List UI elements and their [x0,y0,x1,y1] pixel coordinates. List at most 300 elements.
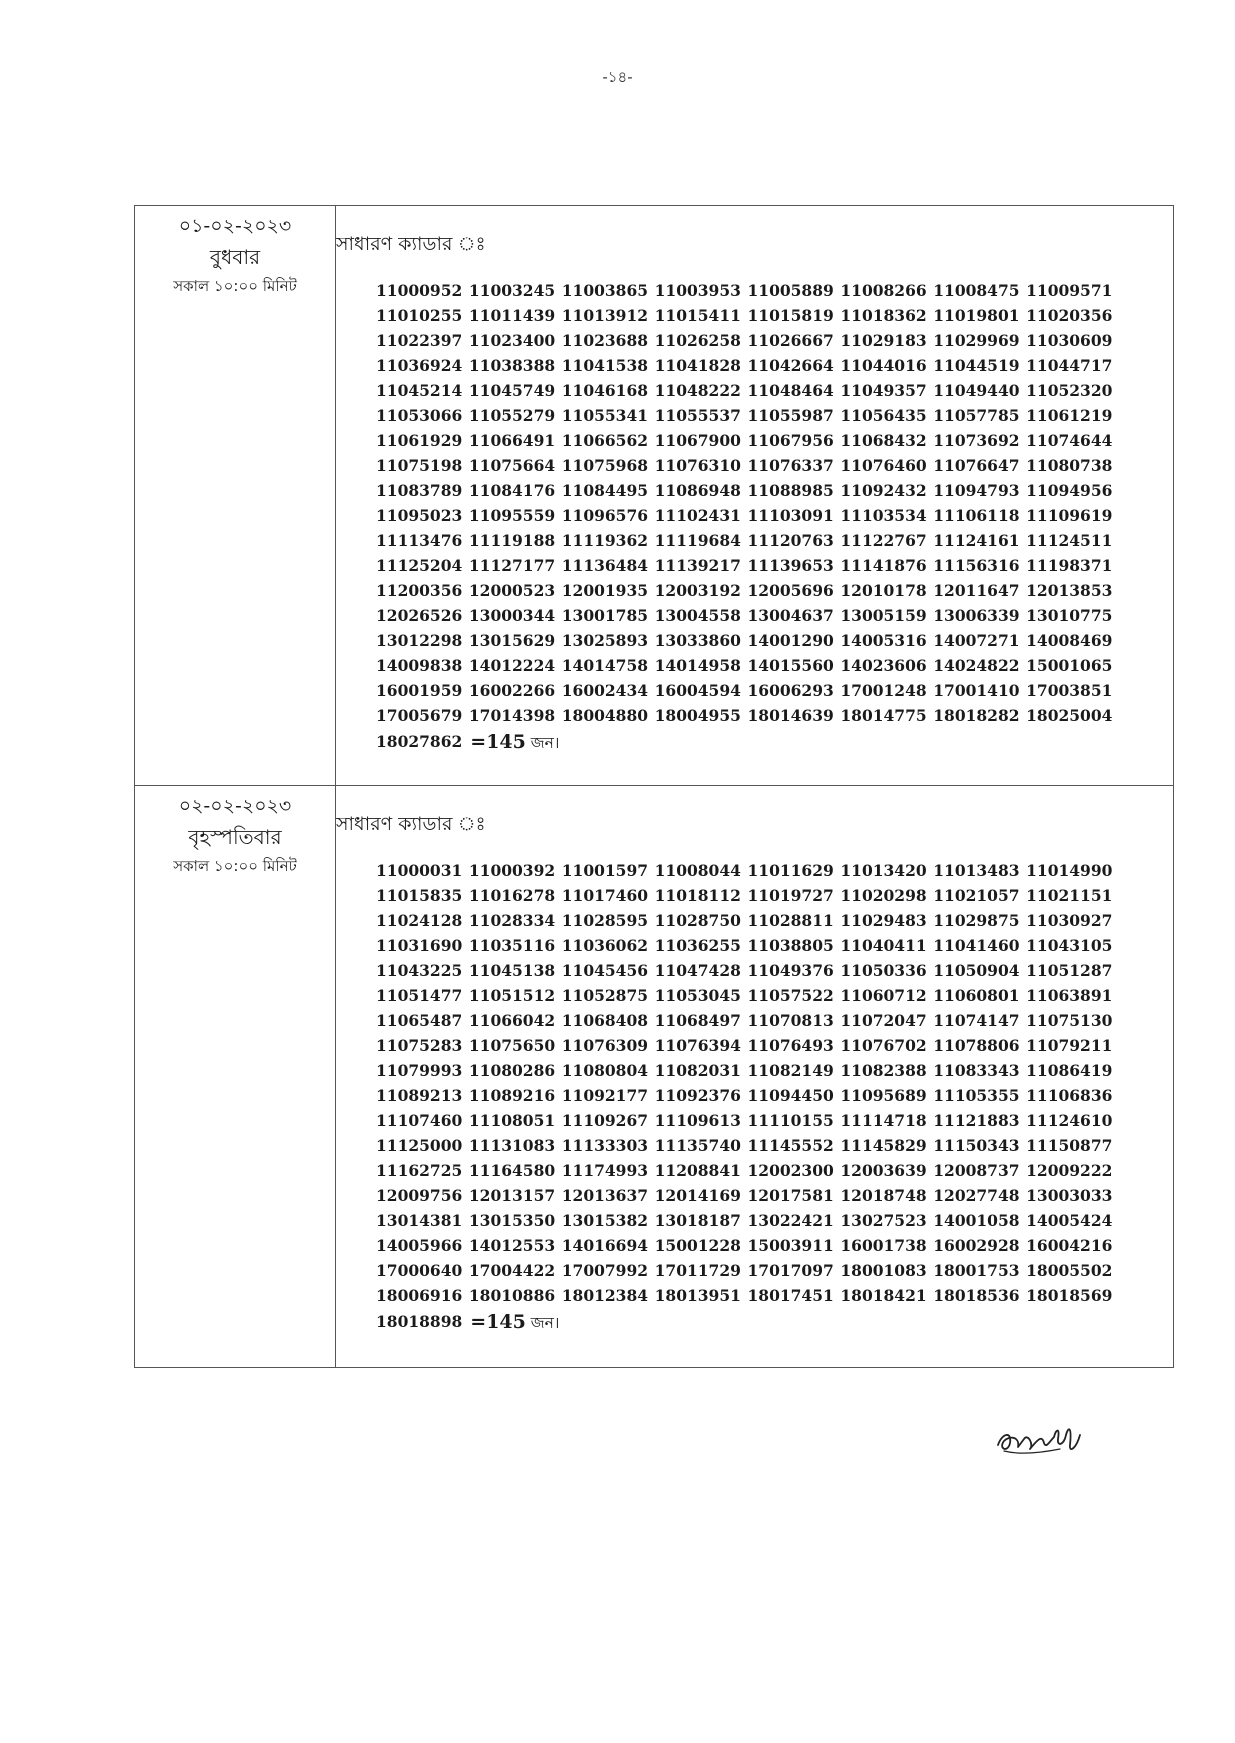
roll-number: 11080286 [468,1061,556,1080]
roll-number: 11049376 [747,961,834,980]
roll-number: 13006339 [933,606,1020,625]
roll-number: 11018112 [654,886,741,905]
roll-number: 11035116 [468,936,556,955]
roll-number: 11046168 [561,381,649,400]
roll-number: 18001753 [933,1261,1020,1280]
roll-number: 13018187 [654,1211,741,1230]
roll-number: 17001410 [933,681,1020,700]
roll-number: 12018748 [840,1186,927,1205]
roll-number: 11055987 [747,406,834,425]
roll-number: 14007271 [933,631,1020,650]
roll-number: 11079211 [1026,1036,1113,1055]
roll-number: 11075968 [561,456,649,475]
roll-number: 11106836 [1026,1086,1113,1105]
roll-number: 11103091 [747,506,834,525]
roll-number: 11074644 [1026,431,1113,450]
roll-number: 11139653 [747,556,834,575]
roll-number: 11174993 [561,1161,649,1180]
roll-number: 11076394 [654,1036,741,1055]
roll-number: 11092177 [561,1086,649,1105]
date-cell [135,206,336,786]
roll-number: 11125204 [376,556,463,575]
roll-number: 11022397 [376,331,463,350]
roll-number: 11013420 [840,861,927,880]
roll-number: 11089216 [468,1086,556,1105]
roll-number: 11094956 [1026,481,1113,500]
roll-number: 13015629 [468,631,556,650]
roll-number: 11127177 [468,556,556,575]
roll-number: 11125000 [376,1136,463,1155]
roll-number: 11072047 [840,1011,927,1030]
roll-number: 11082388 [840,1061,927,1080]
roll-number: 14005966 [376,1236,463,1255]
roll-number: 11086948 [654,481,741,500]
roll-number: 11009571 [1026,281,1113,300]
roll-number: 17005679 [376,706,463,725]
roll-number: 17004422 [468,1261,556,1280]
roll-number: 11095689 [840,1086,927,1105]
roll-number: 12017581 [747,1186,834,1205]
roll-number: 11110155 [747,1111,834,1130]
roll-number: 11041460 [933,936,1020,955]
roll-number: 12013637 [561,1186,649,1205]
roll-number: 18025004 [1026,706,1113,725]
roll-number: 16004216 [1026,1236,1113,1255]
roll-number: 11119188 [468,531,556,550]
roll-number: 11078806 [933,1036,1020,1055]
roll-number: 11015819 [747,306,834,325]
roll-number: 11044016 [840,356,927,375]
roll-number: 11133303 [561,1136,649,1155]
roll-number: 16006293 [747,681,834,700]
roll-number: 11067900 [654,431,741,450]
roll-number: 18005502 [1026,1261,1113,1280]
roll-number: 15001065 [1026,656,1113,675]
roll-number: 11080804 [561,1061,649,1080]
roll-number: 11023400 [468,331,556,350]
roll-number: 11029483 [840,911,927,930]
roll-number: 11052875 [561,986,649,1005]
roll-number: 15001228 [654,1236,741,1255]
roll-number: 11061929 [376,431,463,450]
roll-grid [376,858,1119,1308]
roll-number: 11055279 [468,406,556,425]
date-cell [135,786,336,1368]
roll-number: 18014639 [747,706,834,725]
exam-time: সকাল ১০:০০ মিনিট [173,857,297,875]
roll-number: 13027523 [840,1211,927,1230]
roll-number: 16001738 [840,1236,927,1255]
roll-number: 11015835 [376,886,463,905]
roll-number: 11082031 [654,1061,741,1080]
roll-number: 13004637 [747,606,834,625]
roll-list [376,858,1119,1337]
roll-number: 11029183 [840,331,927,350]
roll-number: 13033860 [654,631,741,650]
roll-number: 11021057 [933,886,1020,905]
roll-number: 12008737 [933,1161,1020,1180]
roll-number: 11094450 [747,1086,834,1105]
roll-number: 11053045 [654,986,741,1005]
roll-list [376,278,1119,757]
content-cell [336,206,1174,786]
total-prefix: = [470,1311,487,1333]
roll-number: 11141876 [840,556,927,575]
roll-number: 11005889 [747,281,834,300]
cadre-label: সাধারণ ক্যাডার ঃ [336,813,486,835]
exam-day: বৃহস্পতিবার [188,825,282,849]
roll-number: 11021151 [1026,886,1113,905]
roll-number: 11086419 [1026,1061,1113,1080]
roll-number: 11122767 [840,531,927,550]
roll-number: 11003245 [468,281,556,300]
roll-number: 11047428 [654,961,741,980]
roll-number: 11029875 [933,911,1020,930]
roll-number: 11068408 [561,1011,649,1030]
roll-number: 11008044 [654,861,741,880]
roll-number: 11075130 [1026,1011,1113,1030]
roll-number: 11107460 [376,1111,463,1130]
roll-number: 11036924 [376,356,463,375]
roll-number: 16002928 [933,1236,1020,1255]
roll-number: 11020298 [840,886,927,905]
roll-number: 18018421 [840,1286,927,1305]
roll-number: 11042664 [747,356,834,375]
total-count: 145 [486,1311,526,1333]
schedule-row [135,786,1174,1368]
roll-number: 12009222 [1026,1161,1113,1180]
roll-number: 11109613 [654,1111,741,1130]
roll-number: 18014775 [840,706,927,725]
roll-number: 11076337 [747,456,834,475]
roll-number: 11018362 [840,306,927,325]
roll-number: 14015560 [747,656,834,675]
roll-number: 11038388 [468,356,556,375]
roll-number: 11045214 [376,381,463,400]
roll-number: 11124610 [1026,1111,1113,1130]
roll-number: 13015382 [561,1211,649,1230]
exam-time: সকাল ১০:০০ মিনিট [173,277,297,295]
roll-number: 11121883 [933,1111,1020,1130]
roll-number: 12005696 [747,581,834,600]
roll-number: 11016278 [468,886,556,905]
roll-number: 11068432 [840,431,927,450]
roll-number: 18017451 [747,1286,834,1305]
roll-number: 11051512 [468,986,556,1005]
roll-number: 11150877 [1026,1136,1113,1155]
roll-number: 11044519 [933,356,1020,375]
roll-number: 14023606 [840,656,927,675]
total-count: 145 [486,731,526,753]
roll-number: 11000952 [376,281,463,300]
roll-number: 11075650 [468,1036,556,1055]
roll-number: 18018569 [1026,1286,1113,1305]
roll-number: 11135740 [654,1136,741,1155]
roll-number: 11011439 [468,306,556,325]
roll-number: 11028750 [654,911,741,930]
roll-grid [376,278,1119,728]
total-line [376,1308,1119,1337]
roll-number: 11103534 [840,506,927,525]
roll-number: 11068497 [654,1011,741,1030]
roll-number: 11051287 [1026,961,1113,980]
roll-number: 11156316 [933,556,1020,575]
roll-number: 11076647 [933,456,1020,475]
roll-number: 11028595 [561,911,649,930]
roll-number: 11024128 [376,911,463,930]
roll-number: 18001083 [840,1261,927,1280]
roll-number: 11136484 [561,556,649,575]
roll-number: 12002300 [747,1161,834,1180]
roll-number: 17007992 [561,1261,649,1280]
roll-number: 11084176 [468,481,556,500]
roll-number: 11120763 [747,531,834,550]
roll-number: 11015411 [654,306,741,325]
roll-number: 11076460 [840,456,927,475]
roll-number: 11040411 [840,936,927,955]
roll-number: 11049357 [840,381,927,400]
roll-number: 11038805 [747,936,834,955]
schedule-row [135,206,1174,786]
roll-number: 11066042 [468,1011,556,1030]
roll-number: 17003851 [1026,681,1113,700]
roll-number: 12027748 [933,1186,1020,1205]
roll-number: 16004594 [654,681,741,700]
roll-number: 11074147 [933,1011,1020,1030]
roll-number: 11029969 [933,331,1020,350]
roll-number: 12000523 [468,581,556,600]
roll-number: 11050336 [840,961,927,980]
roll-number: 11076310 [654,456,741,475]
roll-number: 13025893 [561,631,649,650]
roll-number: 12010178 [840,581,927,600]
roll-number: 18012384 [561,1286,649,1305]
roll-number: 11102431 [654,506,741,525]
roll-number: 11109619 [1026,506,1113,525]
roll-number: 13014381 [376,1211,463,1230]
roll-number: 11200356 [376,581,463,600]
roll-number: 11164580 [468,1161,556,1180]
roll-number: 18018898 [376,1312,463,1331]
roll-number: 11092432 [840,481,927,500]
roll-number: 11073692 [933,431,1020,450]
roll-number: 11041828 [654,356,741,375]
roll-number: 11001597 [561,861,649,880]
roll-number: 15003911 [747,1236,834,1255]
page-number: -১৪- [602,68,633,86]
roll-number: 11119362 [561,531,649,550]
roll-number: 11036255 [654,936,741,955]
roll-number: 11145829 [840,1136,927,1155]
roll-number: 11076702 [840,1036,927,1055]
roll-number: 11084495 [561,481,649,500]
roll-number: 16002434 [561,681,649,700]
roll-number: 11017460 [561,886,649,905]
roll-number: 11082149 [747,1061,834,1080]
roll-number: 11079993 [376,1061,463,1080]
roll-number: 11003953 [654,281,741,300]
roll-number: 11109267 [561,1111,649,1130]
roll-number: 11026258 [654,331,741,350]
roll-number: 11051477 [376,986,463,1005]
roll-number: 14001290 [747,631,834,650]
roll-number: 13012298 [376,631,463,650]
roll-number: 14009838 [376,656,463,675]
roll-number: 11020356 [1026,306,1113,325]
roll-number: 11145552 [747,1136,834,1155]
exam-schedule-table [134,205,1174,1368]
roll-number: 11119684 [654,531,741,550]
roll-number: 11011629 [747,861,834,880]
roll-number: 14008469 [1026,631,1113,650]
roll-number: 11053066 [376,406,463,425]
roll-number: 18004880 [561,706,649,725]
total-suffix: জন। [525,734,560,752]
roll-number: 11045456 [561,961,649,980]
total-count-text [470,728,559,757]
roll-number: 18027862 [376,732,463,751]
roll-number: 11066562 [561,431,649,450]
roll-number: 14001058 [933,1211,1020,1230]
roll-number: 11075283 [376,1036,463,1055]
roll-number: 11060712 [840,986,927,1005]
roll-number: 11083789 [376,481,463,500]
exam-date: ০২-০২-২০২৩ [178,795,292,817]
roll-number: 11108051 [468,1111,556,1130]
roll-number: 18010886 [468,1286,556,1305]
roll-number: 13005159 [840,606,927,625]
roll-number: 11019727 [747,886,834,905]
roll-number: 11030609 [1026,331,1113,350]
roll-number: 11013483 [933,861,1020,880]
roll-number: 11000031 [376,861,463,880]
roll-number: 13001785 [561,606,649,625]
roll-number: 11045749 [468,381,556,400]
roll-number: 11095559 [468,506,556,525]
roll-number: 18006916 [376,1286,463,1305]
roll-number: 11067956 [747,431,834,450]
signature-image [990,1415,1090,1465]
total-line [376,728,1119,757]
roll-number: 11003865 [561,281,649,300]
roll-number: 11014990 [1026,861,1113,880]
roll-number: 12003639 [840,1161,927,1180]
roll-number: 11106118 [933,506,1020,525]
roll-number: 11055537 [654,406,741,425]
roll-number: 17011729 [654,1261,741,1280]
roll-number: 11044717 [1026,356,1113,375]
roll-number: 11043105 [1026,936,1113,955]
roll-number: 11124161 [933,531,1020,550]
roll-number: 14012553 [468,1236,556,1255]
roll-number: 16002266 [468,681,556,700]
roll-number: 11056435 [840,406,927,425]
roll-number: 13015350 [468,1211,556,1230]
roll-number: 11066491 [468,431,556,450]
roll-number: 18018282 [933,706,1020,725]
roll-number: 11088985 [747,481,834,500]
roll-number: 11096576 [561,506,649,525]
roll-number: 11057522 [747,986,834,1005]
roll-number: 14016694 [561,1236,649,1255]
roll-number: 11080738 [1026,456,1113,475]
total-prefix: = [470,731,487,753]
roll-number: 11208841 [654,1161,741,1180]
roll-number: 14005424 [1026,1211,1113,1230]
roll-number: 17000640 [376,1261,463,1280]
roll-number: 11061219 [1026,406,1113,425]
roll-number: 18004955 [654,706,741,725]
roll-number: 11150343 [933,1136,1020,1155]
roll-number: 11048464 [747,381,834,400]
roll-number: 11094793 [933,481,1020,500]
roll-number: 11114718 [840,1111,927,1130]
roll-number: 11010255 [376,306,463,325]
roll-number: 11030927 [1026,911,1113,930]
roll-number: 14005316 [840,631,927,650]
roll-number: 14012224 [468,656,556,675]
roll-number: 12026526 [376,606,463,625]
roll-number: 14024822 [933,656,1020,675]
roll-number: 11092376 [654,1086,741,1105]
total-count-text [470,1308,559,1337]
roll-number: 17017097 [747,1261,834,1280]
roll-number: 13022421 [747,1211,834,1230]
exam-date: ০১-০২-২০২৩ [178,215,292,237]
roll-number: 16001959 [376,681,463,700]
roll-number: 12003192 [654,581,741,600]
roll-number: 12011647 [933,581,1020,600]
roll-number: 11131083 [468,1136,556,1155]
roll-number: 11023688 [561,331,649,350]
roll-number: 13000344 [468,606,556,625]
roll-number: 13010775 [1026,606,1113,625]
roll-number: 11162725 [376,1161,463,1180]
roll-number: 11028334 [468,911,556,930]
roll-number: 11048222 [654,381,741,400]
roll-number: 11124511 [1026,531,1113,550]
roll-number: 11045138 [468,961,556,980]
roll-number: 11139217 [654,556,741,575]
roll-number: 11076309 [561,1036,649,1055]
roll-number: 14014758 [561,656,649,675]
roll-number: 18013951 [654,1286,741,1305]
roll-number: 11050904 [933,961,1020,980]
roll-number: 11036062 [561,936,649,955]
roll-number: 11075198 [376,456,463,475]
roll-number: 11055341 [561,406,649,425]
roll-number: 11043225 [376,961,463,980]
roll-number: 11089213 [376,1086,463,1105]
roll-number: 14014958 [654,656,741,675]
roll-number: 18018536 [933,1286,1020,1305]
roll-number: 11198371 [1026,556,1113,575]
roll-number: 11075664 [468,456,556,475]
roll-number: 11095023 [376,506,463,525]
exam-day: বুধবার [209,245,261,269]
roll-number: 11070813 [747,1011,834,1030]
roll-number: 13003033 [1026,1186,1113,1205]
total-suffix: জন। [525,1314,560,1332]
roll-number: 12001935 [561,581,649,600]
roll-number: 12014169 [654,1186,741,1205]
roll-number: 11083343 [933,1061,1020,1080]
roll-number: 11105355 [933,1086,1020,1105]
roll-number: 11057785 [933,406,1020,425]
roll-number: 11028811 [747,911,834,930]
content-cell [336,786,1174,1368]
roll-number: 11041538 [561,356,649,375]
